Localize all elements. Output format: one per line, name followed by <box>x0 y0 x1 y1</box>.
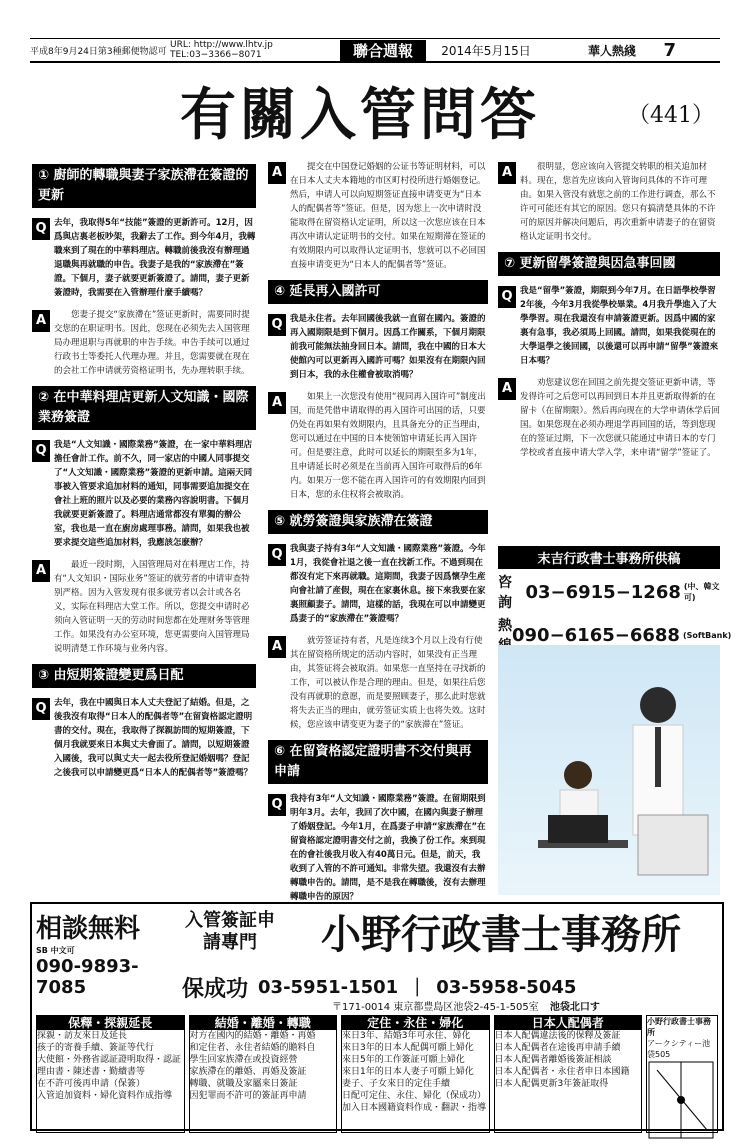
hotline-phone: 090−6165−6688 <box>512 624 680 646</box>
map-title: 小野行政書士事務所 <box>647 1017 711 1037</box>
a-badge-icon: A <box>32 560 50 582</box>
q-badge-icon: Q <box>268 314 286 336</box>
category-item: 入管追加資料・婦化資料作成指導 <box>37 1091 173 1101</box>
banner-phone-1: 03-5951-1501 <box>258 976 399 998</box>
category-title: 日本人配偶者 <box>495 1016 642 1030</box>
q-badge-icon: Q <box>32 440 50 462</box>
permit-text: 平成8年9月24日第3種郵便物認可 <box>30 46 167 57</box>
a-badge-icon: A <box>268 392 286 414</box>
question-block <box>32 696 256 780</box>
category-item: 因犯罪而不許可的簽証再申請 <box>189 1091 307 1101</box>
section-heading: ⑥ 在留資格認定證明書不交付與再申請 <box>268 740 488 784</box>
category-item: 來日5年的工作簽証可願上婦化 <box>342 1055 465 1065</box>
office-name: 小野行政書士事務所 <box>321 911 681 958</box>
section-heading: ② 在中華料理店更新人文知識・國際業務簽證 <box>32 386 256 430</box>
station-label: 池袋北口す <box>549 1002 600 1013</box>
category-item: 日本人配偶更新3年簽証取得 <box>494 1079 609 1089</box>
office-banner <box>30 902 724 1131</box>
category-item: 日配可定住、永住、婦化（保成功） <box>342 1091 487 1101</box>
a-badge-icon: A <box>498 378 516 400</box>
ad-heading: 末吉行政書士事務所供稿 <box>498 546 720 569</box>
category-item: 來日1年的日本人妻子可願上婦化 <box>342 1067 474 1077</box>
sb-phone: 090-9893-7085 <box>36 956 139 998</box>
section-heading: ③ 由短期簽證變更爲日配 <box>32 664 256 688</box>
q-badge-icon: Q <box>268 544 286 566</box>
category-item: 學生回家族滯在或投資經營 <box>189 1055 298 1065</box>
business-photo <box>498 645 720 895</box>
category-item: 在不許可後再申請（保簽） <box>37 1079 146 1089</box>
category-item: 探親・訪友來日及延長 <box>37 1031 128 1041</box>
map-subtitle: アークシティー池袋505 <box>647 1039 711 1059</box>
section-heading: ⑤ 就勞簽證與家族滯在簽證 <box>268 510 488 534</box>
issue-number: （441） <box>628 103 714 128</box>
location-map <box>646 1015 718 1133</box>
url-text: URL: http://www.lhtv.jp TEL:03−3366−8071 <box>170 40 273 60</box>
category-bail <box>36 1015 185 1133</box>
category-title: 保釋・探親延長 <box>37 1016 184 1030</box>
banner-separator: ｜ <box>408 978 427 999</box>
category-item: 轉職、就職及家屬來日簽証 <box>189 1079 298 1089</box>
column-3 <box>498 160 720 468</box>
free-consult-label: 相談無料 <box>36 914 141 944</box>
free-consult <box>32 904 180 998</box>
question-text: 我與妻子持有3年“人文知識・國際業務”簽證。今年1月，我從會社退之後一直在找新工作。不過到現在都沒有定下來再就職。這期間，我妻子因爲懷孕生産向會社請了産假，現在在家裏休息。接下來我要在家裏照顧妻子。請問，這樣的話，我現在可以申請變更爲妻子的“家族滯在”簽證嗎？ <box>290 544 486 624</box>
question-text: 我持有3年“人文知識・國際業務”簽證。在留期限到明年3月。去年，我回了次中國，在國內與妻子辦理了婚姻登記。今年1月，在爲妻子申請“家族滯在”在留資格認定證明書交付之前，我換了份工作。來到現在的會社後我月收入有40萬日元。但是，前天，我收到了入管的不許可通知。非常失望。我還沒有去辦轉職申告的。請問，是不是我在轉職後，沒有去辦理轉職申告的原因？ <box>290 794 486 902</box>
issue-date: 2014年5月15日 <box>441 43 531 58</box>
page-header <box>30 38 720 63</box>
category-title: 結婚・離婚・轉職 <box>190 1016 337 1030</box>
hotline-note: (SoftBank) <box>682 630 732 640</box>
banner-address <box>32 998 722 1013</box>
answer-text: 最近一段时期，入国管理局对在料理店工作，持有“人文知识・国际业务”签证的就劳者的申请审查特别严格。因为入管发现有很多就劳者以会计或各名义，实际在料理店大堂工作。所以，您提交申请时必须向入管证明一天的劳动时间您都在处理财务等管理工作。如果没有办公室环境，您更需要向入国管理局说明清楚工作环境与业务内容。 <box>54 560 250 654</box>
category-spouse <box>494 1015 643 1133</box>
answer-block <box>268 160 488 272</box>
question-block <box>32 438 256 550</box>
a-badge-icon: A <box>268 636 286 658</box>
answer-text: 就劳签证持有者，凡是连续3个月以上没有行使其在留资格所规定的活动内容时，如果没有正当理由，其签证将会被取消。如果您一直坚持在寻找新的工作，可以被认作是合理的理由。但是，如果往后您没有再就职的意愿，而是要照顾妻子，那么此时您就将失去正当的理由，就劳签证实质上也将失效。这时候，您应该申请变更为妻子的“家族滞在”签证。 <box>290 636 486 730</box>
category-item: 來日3年、結婚3年可永住、婦化 <box>342 1031 471 1041</box>
consult-label: 咨詢 <box>498 575 512 611</box>
category-item: 日本人配偶違法後的保釋及簽証 <box>494 1031 621 1041</box>
a-badge-icon: A <box>32 310 50 332</box>
page-number: 7 <box>663 39 676 61</box>
success-badge: 保成功 <box>182 976 249 1002</box>
section-heading: ④ 延長再入國許可 <box>268 280 488 304</box>
q-badge-icon: Q <box>498 286 516 308</box>
sb-note: SB 中文可 <box>36 946 75 955</box>
category-item: 妻子、子女來日的定住手續 <box>342 1079 451 1089</box>
consult-phone: 03−6915−1268 <box>525 581 681 603</box>
consult-row <box>498 572 720 612</box>
question-block <box>498 284 720 368</box>
category-item: 理由書・陳述書・勤續書等 <box>37 1067 146 1077</box>
category-item: 和定住者、永住者結婚的贍料自 <box>189 1043 316 1053</box>
map-icon <box>647 1060 715 1140</box>
q-badge-icon: Q <box>32 698 50 720</box>
visa-specialty: 入管簽証申請專門 <box>185 910 275 953</box>
question-text: 我是“人文知識・國際業務”簽證，在一家中華料理店擔任會計工作。前不久，同一家店的中國人同事提交了“人文知識・國際業務”簽證的更新申請。這兩天同事被入管要求追加材料的通知，同事需要追加提交在會社上班的照片以及必要的業務內容說明書。下個月我就要更新簽證了。料理店通常都沒有單獨的辦公室，我也是一直在廚房處理事務。請問，如果我也被要求提交這些追加材料，我應該怎麽辦？ <box>54 440 253 548</box>
question-block <box>268 542 488 626</box>
question-block <box>268 312 488 382</box>
answer-text: 很明显，您应该向入管提交转职的相关追加材料。现在，您首先应该向入管询问具体的不许可理由。如果入管没有就您之前的工作进行调查，那么不许可可能还有其它的原因。您只有搞清楚具体的不许可的原因并解决问题后，再次重新申请妻子的在留资格认定证明书交付。 <box>520 162 716 242</box>
section-name: 華人熱綫 <box>587 43 636 58</box>
category-item: 加入日本國籍資料作成・翻訳・指導 <box>342 1103 487 1113</box>
q-badge-icon: Q <box>32 218 50 240</box>
answer-block <box>498 160 720 244</box>
category-title: 定住・永住・婦化 <box>342 1016 489 1030</box>
business-people-illustration <box>498 645 720 895</box>
question-text: 去年，我取得5年“技能”簽證的更新許可。12月，因爲與店裏老板吵架，我辭去了工作。到今年4月，我轉職來到了現在的中華料理店。轉職前後我沒有辦理過退職與再就職的申告。我妻子是我的“家族滯在”簽證。下個月，妻子就要更新簽證了。請問，妻子更新簽證時，我需要在入管辦理什麼手續嗎？ <box>54 218 256 298</box>
answer-block <box>498 376 720 460</box>
answer-text: 您妻子提交“家族滯在”签证更新时，需要同时提交您的在职证明书。因此，您现在必须先去入国管理局办理退职与再就职的申告手续。申告手续可以通过行政书士等委托人代理办理。并且，您需要就在现在的会社工作申请就劳资格证明书，先办理转职手续。 <box>54 310 250 376</box>
question-text: 我是“留學”簽證，期限到今年7月。在日語學校學習2年後，今年3月我從學校畢業。4月我升學進入了大學學習。現在我還沒有申請簽證更新。因爲中國的家裏有急事，我必須馬上回國。請問，如果我從現在的大學退學之後回國，以後還可以再申請“留學”簽證來日本嗎？ <box>520 286 719 366</box>
answer-text: 劝您建议您在回国之前先提交签证更新申请，等发得许可之后您可以再回到日本并且更新取得新的在留卡（在留期限）。然后再向现在的大学申请休学后回国。如果您现在必须办理退学再回国的话，等到您现在的签证过期，下一次您就只能通过申请日本的专门学校或者直接申请大学入学，来申请“留学”签证了。 <box>520 378 720 458</box>
category-item: 对方在國內的結婚・離婚・再婚 <box>189 1031 316 1041</box>
question-text: 去年，我在中國與日本人丈夫登記了結婚。但是，之後我沒有取得“日本人的配偶者等”在留資格認定證明書的交付。現在，我取得了探親訪問的短期簽證，下個月我就要來日本與丈夫會面了。請問，以短期簽證入國後，我可以與丈夫一起去役所登記婚姻嗎？登記之後我可以申請變更爲“日本人的配偶者等”簽證嗎？ <box>54 698 253 778</box>
a-badge-icon: A <box>268 162 286 184</box>
category-item: 孩子的寄養手續、簽証等代行 <box>37 1043 155 1053</box>
q-badge-icon: Q <box>268 794 286 816</box>
question-block <box>268 792 488 904</box>
question-text: 我是永住者。去年回國後我就一直留在國內。簽證的再入國期限是到下個月。因爲工作關系，下個月期限前我可能無法抽身回日本。請問，我在中國的日本大使館內可以更新再入國許可嗎？如果沒有在期限內回到日本，我的永住權會被取消嗎？ <box>290 314 486 380</box>
a-badge-icon: A <box>498 162 516 184</box>
category-item: 家族滯在的離婚、再婚及簽証 <box>189 1067 307 1077</box>
category-marriage <box>189 1015 338 1133</box>
category-item: 日本人配偶者・永住者申日本國籍 <box>494 1067 630 1077</box>
answer-text: 提交在中国登记婚姻的公证书等证明材料，可以在日本人丈夫本籍地的市区町村役所进行婚姻登记。然后，申请人可以向短期签证直接申请变更为“日本人的配偶者等”签证。但是，因为您上一次申请时没能取得在留资格认定证明，所以这一次您应该在日本再次申请认定证明书的交付。如果在短期滞在签证的有效期限内可以取得认定证明书，您就可以不必回国直接申请变更为“日本人的配偶者等”签证。 <box>290 162 486 270</box>
address-text: 〒171-0014 東京都豊島区池袋2-45-1-505室 <box>332 1002 539 1013</box>
answer-block <box>268 390 488 502</box>
section-heading: ⑦ 更新留學簽證與因急事回國 <box>498 252 720 276</box>
answer-block <box>32 308 256 378</box>
banner-phone-2: 03-5958-5045 <box>436 976 577 998</box>
answer-text: 如果上一次您没有使用“视同再入国许可”制度出国，而是凭借申请取得的再入国许可出国的话，只要仍处在再如果有效期限内，且具备充分的正当理由，您可以通过在中国的日本使领馆申请延长再入国许可。但是要注意，此时可以延长的期限至多为1年，且申请延长时必须是在当前再入国许可取得后的6年内。如果万一您不能在再入国许可的有效期限内回到日本，您的永住权将会被取消。 <box>290 392 486 500</box>
newspaper-name: 聯合週報 <box>340 40 426 61</box>
category-item: 來日3年的日本人配偶可願上婦化 <box>342 1043 474 1053</box>
category-item: 日本人配偶者在途後再申請手續 <box>494 1043 621 1053</box>
question-block <box>32 216 256 300</box>
hotline-label: 熱 <box>498 618 512 634</box>
category-item: 日本人配偶者離婚後簽証相談 <box>494 1055 612 1065</box>
answer-block <box>268 634 488 732</box>
category-residence <box>341 1015 490 1133</box>
column-2 <box>268 160 488 912</box>
page-title: 有關入管問答 <box>180 82 540 148</box>
service-categories <box>32 1013 722 1135</box>
section-heading: ① 廚師的轉職與妻子家族滯在簽證的更新 <box>32 164 256 208</box>
consult-note: (中、韓文可) <box>683 582 720 602</box>
column-1 <box>32 160 256 788</box>
category-item: 大使館・外務省認証證明取得・認証 <box>37 1055 182 1065</box>
answer-block <box>32 558 256 656</box>
